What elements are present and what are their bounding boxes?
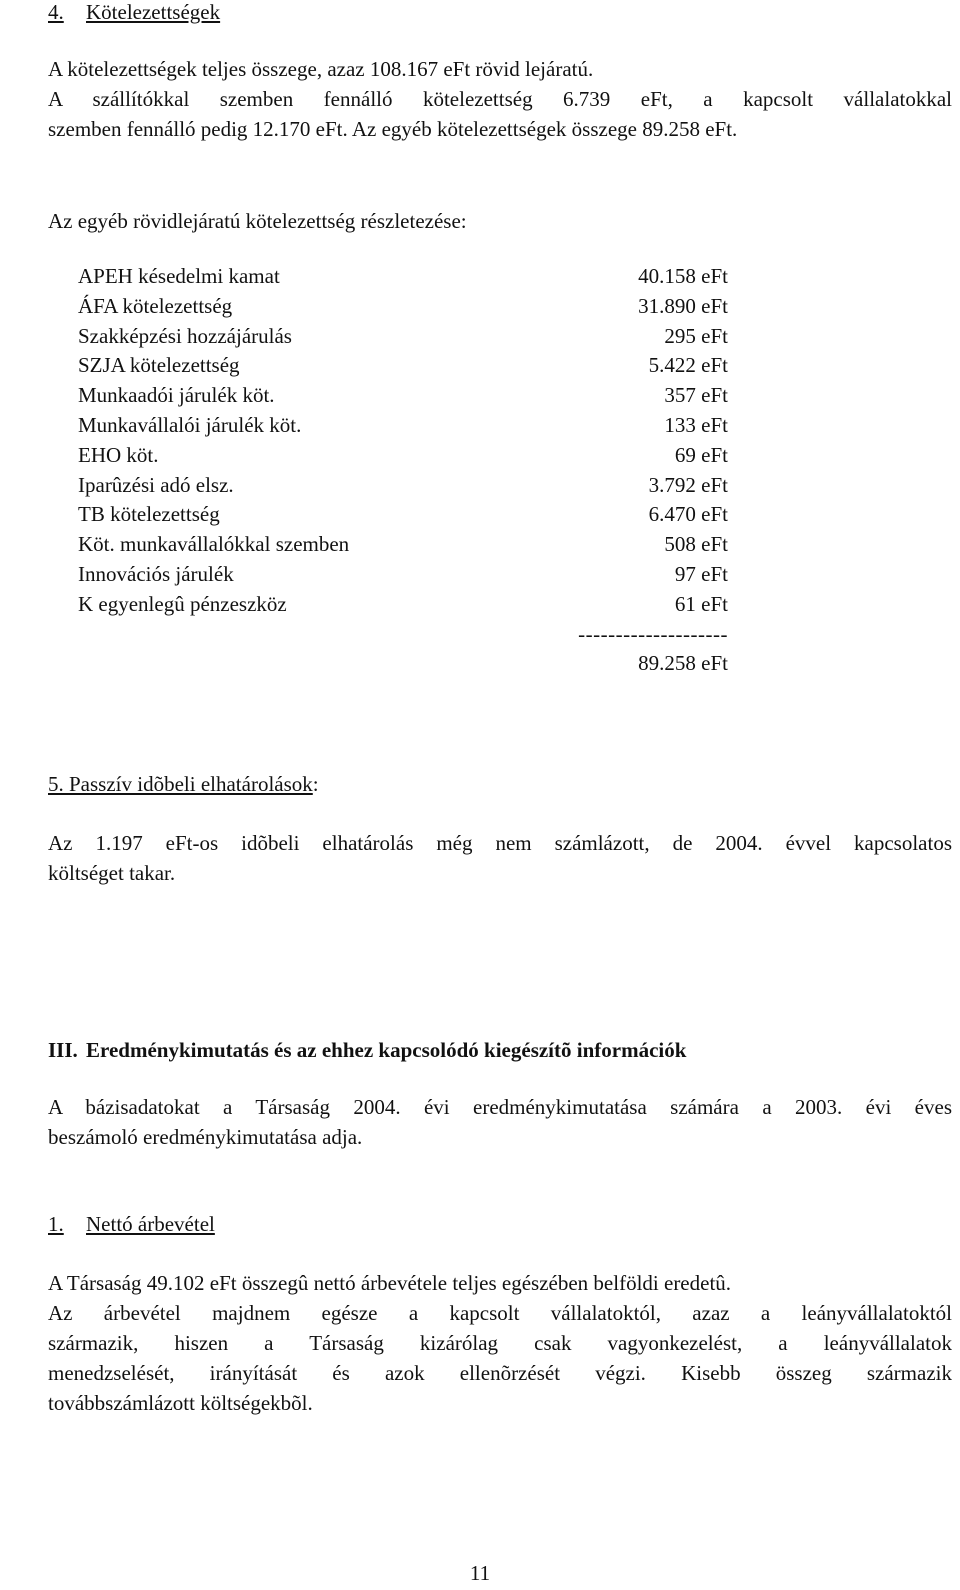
net-revenue-paragraph [48,1268,952,1418]
item-label: Iparûzési adó elsz. [78,472,234,497]
table-row [78,262,728,292]
table-row [78,292,728,322]
liabilities-paragraph [48,54,952,144]
paragraph-line: A Társaság 49.102 eFt összegû nettó árbevétele teljes egészében belföldi eredetû. [48,1271,732,1295]
total-amount: 89.258 eFt [638,651,728,676]
item-label: EHO köt. [78,442,159,467]
item-label: K egyenlegû pénzeszköz [78,591,287,616]
item-label: Innovációs járulék [78,561,234,586]
section-III-title: Eredménykimutatás és az ehhez kapcsolódó kiegészítõ információk [86,1038,687,1062]
item-amount: 97 eFt [674,561,728,586]
item-amount: 5.422 eFt [648,353,728,378]
paragraph-line: továbbszámlázott költségekbõl. [48,1391,313,1415]
section-III-1-heading [48,1209,215,1239]
item-label: Köt. munkavállalókkal szemben [78,532,350,557]
section-4-heading [48,0,220,27]
section-III-heading [48,1035,686,1065]
page-number: 11 [469,1561,491,1585]
paragraph-line: A kötelezettségek teljes összege, azaz 108.167 eFt rövid lejáratú. [48,57,594,81]
section-5-title: 5. Passzív idõbeli elhatárolások [48,772,313,796]
item-amount: 6.470 eFt [648,502,728,527]
table-row [78,381,728,411]
section-III-paragraph [48,1092,952,1152]
item-amount: 61 eFt [674,591,728,616]
liabilities-detail-table [78,262,728,679]
item-amount: 508 eFt [664,532,728,557]
table-row [78,322,728,352]
section-III-1-number: 1. [48,1212,64,1236]
item-label: SZJA kötelezettség [78,353,240,378]
sum-separator: -------------------- [578,621,728,646]
paragraph-line: A szállítókkal szemben fennálló kötelezettség 6.739 eFt, a kapcsolt vállalatokkal [48,87,952,111]
table-row [78,500,728,530]
paragraph-line: beszámoló eredménykimutatása adja. [48,1125,363,1149]
item-amount: 133 eFt [664,412,728,437]
item-amount: 40.158 eFt [638,264,728,288]
item-label: Szakképzési hozzájárulás [78,323,292,348]
table-row [78,411,728,441]
section-5-paragraph [48,828,952,888]
section-4-number: 4. [48,0,64,24]
paragraph-line: A bázisadatokat a Társaság 2004. évi eredménykimutatása számára a 2003. évi éves [48,1095,952,1119]
section-III-1-title: Nettó árbevétel [86,1212,215,1236]
item-label: Munkaadói járulék köt. [78,383,275,408]
item-label: TB kötelezettség [78,502,220,527]
paragraph-line: költséget takar. [48,861,176,885]
paragraph-line: Az árbevétel majdnem egésze a kapcsolt vállalatoktól, azaz a leányvállalatoktól [48,1301,952,1325]
item-amount: 357 eFt [664,383,728,408]
item-label: Munkavállalói járulék köt. [78,412,302,437]
section-III-number: III. [48,1038,78,1062]
item-label: APEH késedelmi kamat [78,264,280,288]
paragraph-line: menedzselését, irányítását és azok ellenõrzését végzi. Kisebb összeg származik [48,1361,952,1385]
table-row [78,471,728,501]
table-row [78,590,728,620]
table-row [78,560,728,590]
item-label: ÁFA kötelezettség [78,293,233,318]
section-5-title-suffix: : [312,772,319,796]
paragraph-line: származik, hiszen a Társaság kizárólag csak vagyonkezelést, a leányvállalatok [48,1331,952,1355]
paragraph-line: szemben fennálló pedig 12.170 eFt. Az egyéb kötelezettségek összege 89.258 eFt. [48,117,738,141]
section-5-heading [48,769,319,799]
table-row [78,530,728,560]
detail-title: Az egyéb rövidlejáratú kötelezettség részletezése: [48,209,467,233]
paragraph-line: Az 1.197 eFt-os idõbeli elhatárolás még nem számlázott, de 2004. évvel kapcsolatos [48,831,952,855]
table-row [78,351,728,381]
item-amount: 69 eFt [674,442,728,467]
table-row [78,441,728,471]
item-amount: 3.792 eFt [648,472,728,497]
section-4-title: Kötelezettségek [86,0,221,24]
item-amount: 31.890 eFt [638,293,728,318]
item-amount: 295 eFt [664,323,728,348]
